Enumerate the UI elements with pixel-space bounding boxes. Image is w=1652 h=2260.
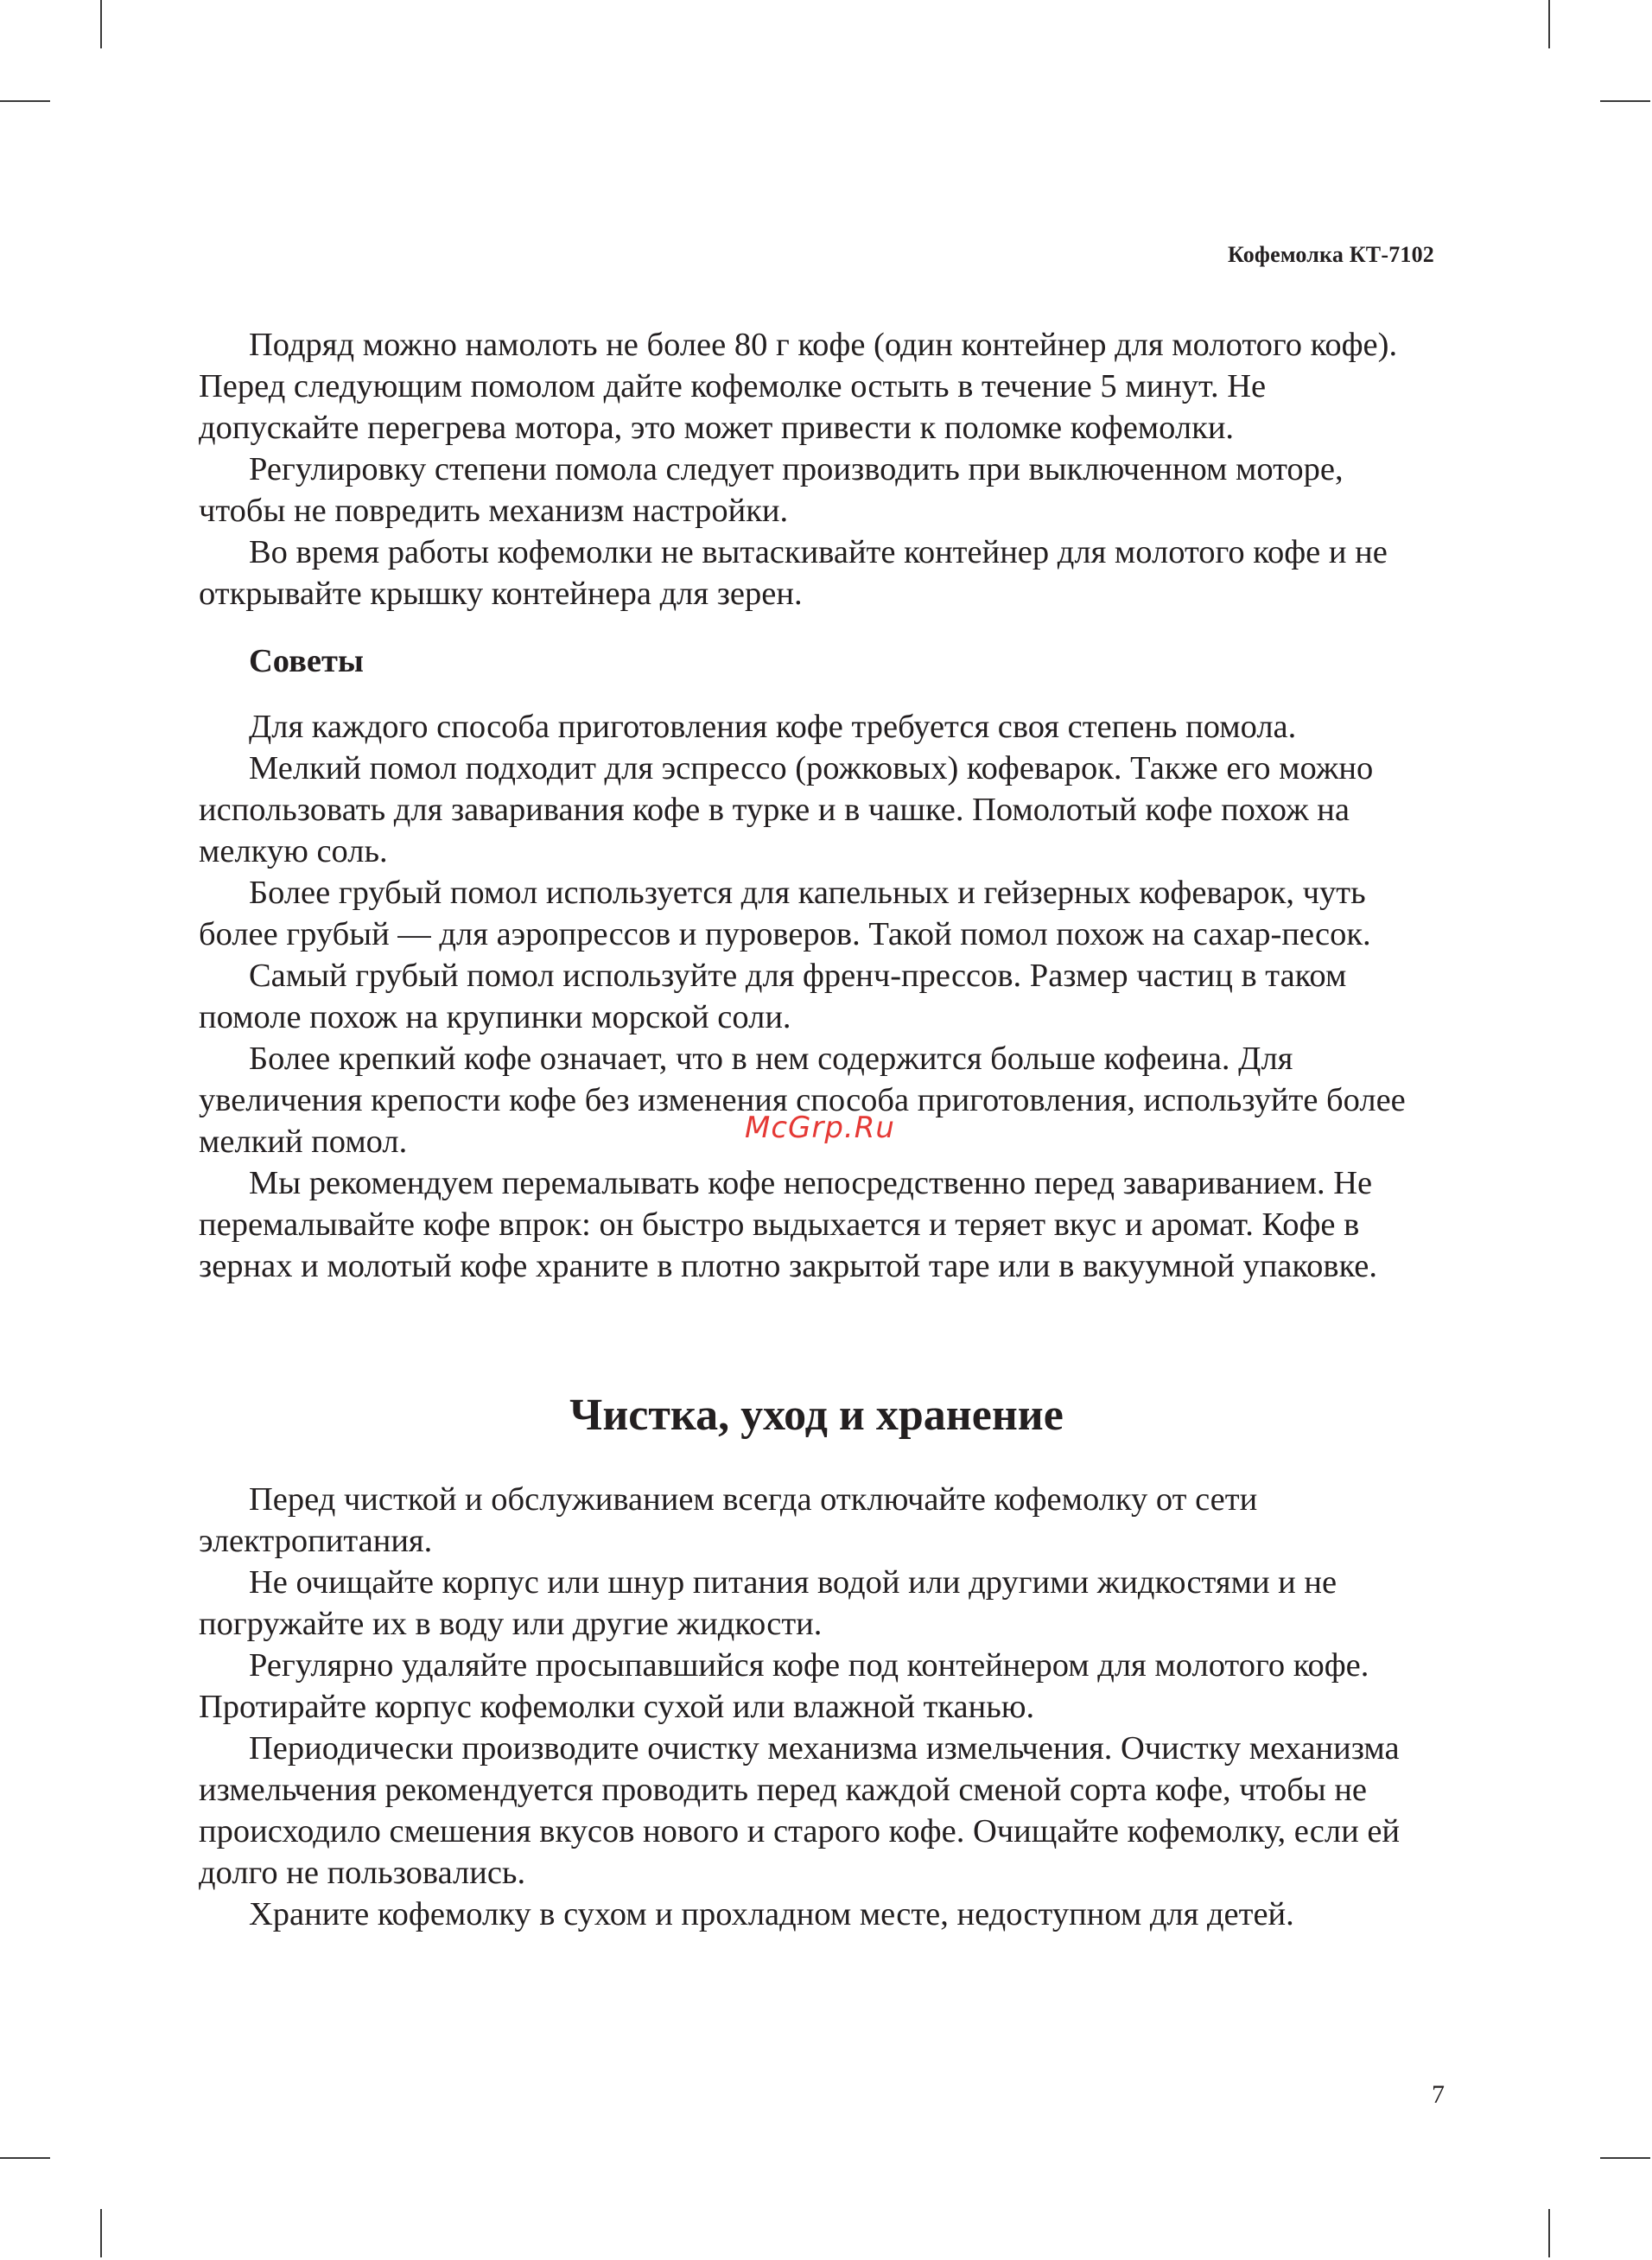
running-header: Кофемолка КТ-7102	[1227, 242, 1434, 267]
cleaning-paragraph: Храните кофемолку в сухом и прохладном месте, недоступном для детей.	[249, 1896, 1294, 1932]
crop-mark-top-right-horizontal	[1600, 100, 1650, 102]
crop-mark-bottom-left-horizontal	[0, 2157, 50, 2159]
intro-paragraph: Регулировку степени помола следует производить при выключенном моторе, чтобы не повредить механизм настройки.	[199, 451, 1344, 529]
crop-mark-bottom-right-vertical	[1548, 2209, 1550, 2257]
tips-paragraph: Самый грубый помол используйте для френч-прессов. Размер частиц в таком помоле похож на крупинки морской соли.	[199, 958, 1347, 1035]
cleaning-paragraph: Перед чисткой и обслуживанием всегда отключайте кофемолку от сети электропитания.	[199, 1481, 1258, 1559]
cleaning-paragraph: Не очищайте корпус или шнур питания водой или другими жидкостями и не погружайте их в воду или другие жидкости.	[199, 1564, 1337, 1642]
tips-paragraph: Более грубый помол используется для капельных и гейзерных кофеварок, чуть более грубый — для аэропрессов и пуроверов. Такой помол похож на сахар-песок.	[199, 875, 1371, 952]
crop-mark-bottom-left-vertical	[100, 2209, 102, 2257]
cleaning-paragraph: Регулярно удаляйте просыпавшийся кофе под контейнером для молотого кофе. Протирайте корпус кофемолки сухой или влажной тканью.	[199, 1647, 1369, 1725]
crop-mark-top-left-vertical	[100, 0, 102, 48]
tips-paragraph: Мы рекомендуем перемалывать кофе непосредственно перед завариванием. Не перемалывайте кофе впрок: он быстро выдыхается и теряет вкус и аромат. Кофе в зернах и молотый кофе храните в плотно закрытой таре или в вакуумной упаковке.	[199, 1165, 1378, 1284]
tips-heading: Советы	[249, 643, 364, 679]
page-number: 7	[1432, 2080, 1445, 2109]
crop-mark-top-left-horizontal	[0, 100, 50, 102]
tips-paragraph: Более крепкий кофе означает, что в нем содержится больше кофеина. Для увеличения крепости кофе без изменения способа приготовления, используйте более мелкий помол.	[199, 1041, 1406, 1160]
intro-paragraph: Во время работы кофемолки не вытаскивайте контейнер для молотого кофе и не открывайте крышку контейнера для зерен.	[199, 534, 1388, 612]
crop-mark-top-right-vertical	[1548, 0, 1550, 48]
tips-paragraph: Мелкий помол подходит для эспрессо (рожковых) кофеварок. Также его можно использовать для заваривания кофе в турке и в чашке. Помолотый кофе похож на мелкую соль.	[199, 750, 1374, 869]
intro-paragraph: Подряд можно намолоть не более 80 г кофе (один контейнер для молотого кофе). Перед следующим помолом дайте кофемолке остыть в течение 5 минут. Не допускайте перегрева мотора, это может привести к поломке кофемолки.	[199, 327, 1398, 446]
section-title-cleaning: Чистка, уход и хранение	[569, 1391, 1064, 1440]
tips-paragraph: Для каждого способа приготовления кофе требуется своя степень помола.	[249, 709, 1297, 745]
crop-mark-bottom-right-horizontal	[1600, 2157, 1650, 2159]
cleaning-paragraph: Периодически производите очистку механизма измельчения. Очистку механизма измельчения рекомендуется проводить перед каждой сменой сорта кофе, чтобы не происходило смешения вкусов нового и старого кофе. Очищайте кофемолку, если ей долго не пользовались.	[199, 1730, 1401, 1891]
watermark-link[interactable]: McGrp.Ru	[745, 1111, 895, 1145]
